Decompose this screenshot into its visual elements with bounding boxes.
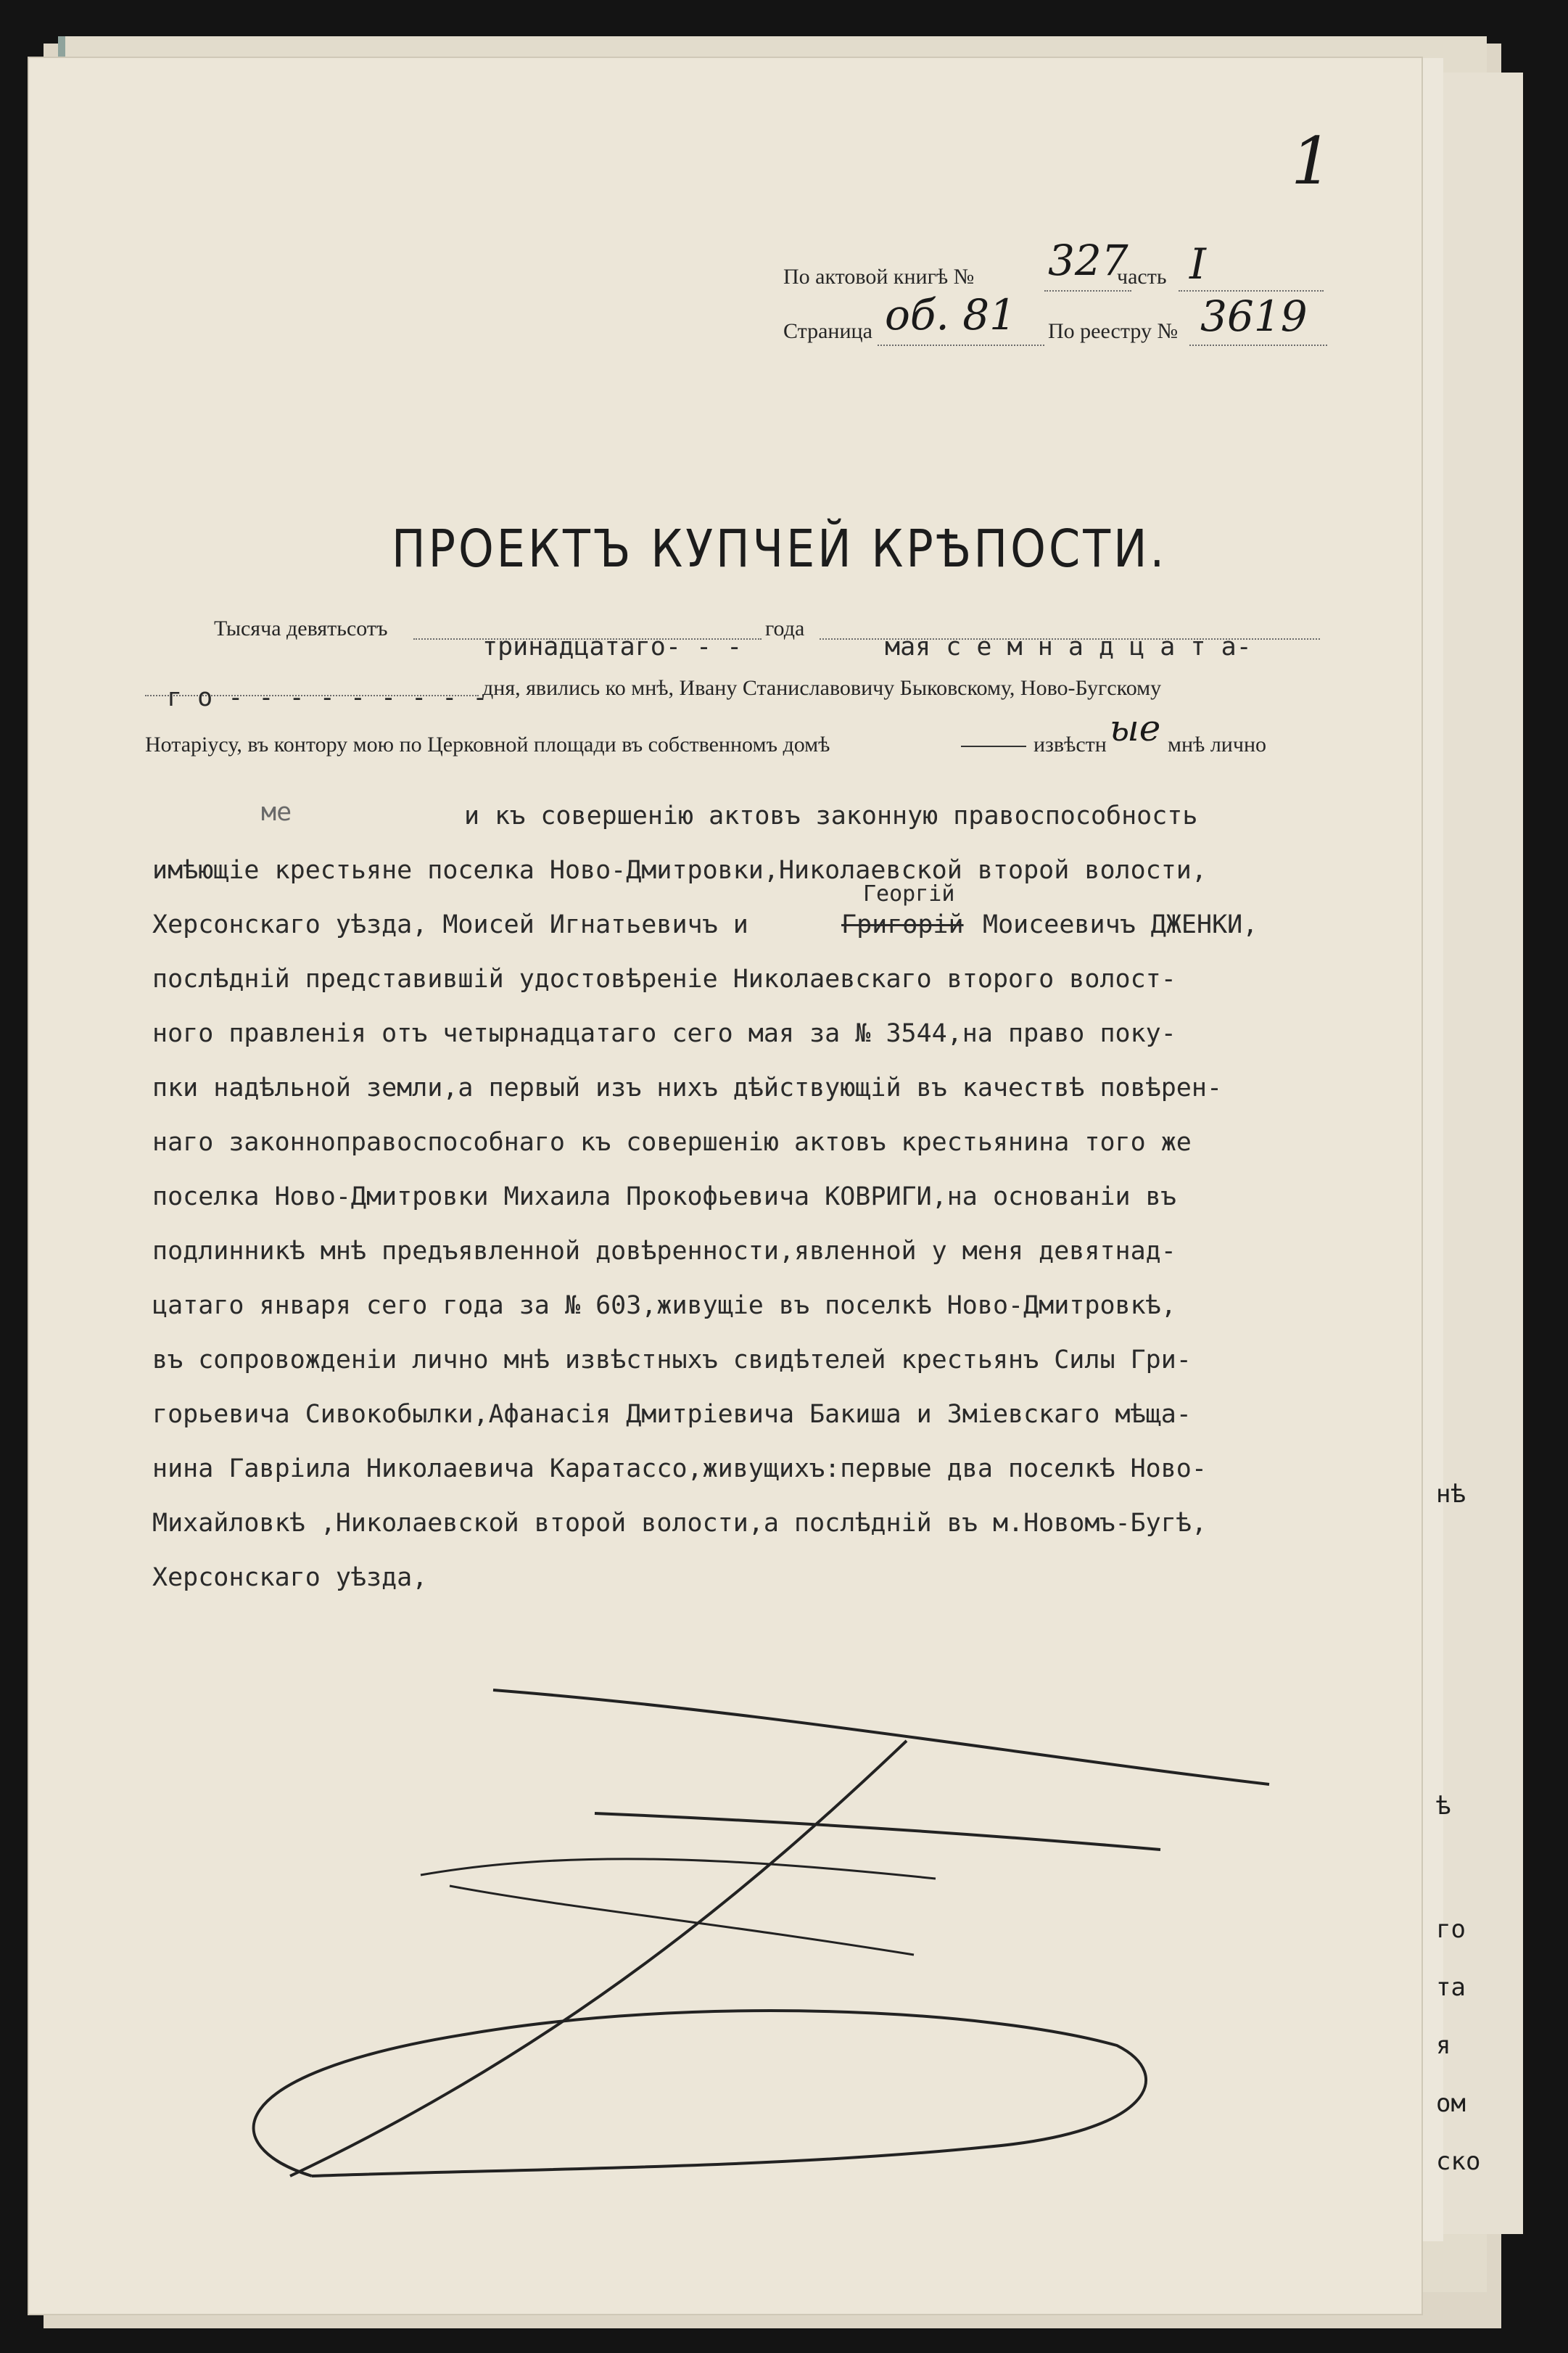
typed-line: Херсонскаго уѣзда, Моисей Игнатьевичъ и xyxy=(152,910,748,939)
act-book-label: По актовой книгѣ № xyxy=(783,265,975,289)
side-sheet-text: го xyxy=(1436,1915,1466,1944)
typed-line: и къ совершенію актовъ законную правоспособность xyxy=(464,801,1198,831)
known-insert-handwritten: ые xyxy=(1110,707,1161,749)
side-sheet-text: та xyxy=(1436,1973,1466,2002)
side-sheet-text: я xyxy=(1436,2031,1451,2060)
part-label: часть xyxy=(1117,265,1167,289)
typed-line: въ сопровожденіи лично мнѣ извѣстныхъ свидѣтелей крестьянъ Силы Гри- xyxy=(152,1346,1192,1375)
thousand-label: Тысяча девятьсотъ xyxy=(214,617,388,640)
registry-line xyxy=(1189,345,1327,346)
page-label: Страница xyxy=(783,319,872,343)
act-book-line xyxy=(1044,290,1131,292)
part-value: I xyxy=(1189,239,1206,289)
side-sheet-text: ом xyxy=(1436,2089,1466,2118)
typed-line: Херсонскаго уѣзда, xyxy=(152,1563,428,1592)
document-page xyxy=(29,58,1421,2314)
known-label-post: мнѣ лично xyxy=(1168,733,1266,757)
year-word-label: года xyxy=(765,617,805,640)
act-book-number: 327 xyxy=(1048,236,1128,285)
page-number-handwritten: 1 xyxy=(1291,123,1333,199)
typed-line: имѣющіе крестьяне поселка Ново-Дмитровки,Николаевской второй волости, xyxy=(152,856,1207,885)
typed-line: пки надѣльной земли,а первый изъ нихъ дѣйствующій въ качествѣ повѣрен- xyxy=(152,1074,1223,1103)
typed-day: г о - - - - - - - - - xyxy=(167,683,488,712)
signature-handwritten xyxy=(189,1668,1349,2205)
typed-line: цатаго января сего года за № 603,живущіе въ поселкѣ Ново-Дмитровкѣ, xyxy=(152,1291,1176,1320)
typed-line: поселка Ново-Дмитровки Михаила Прокофьевича КОВРИГИ,на основаніи въ xyxy=(152,1182,1176,1211)
typed-month: мая с е м н а д ц а т а- xyxy=(885,632,1252,662)
document-title: ПРОЕКТЪ КУПЧЕЙ КРѢПОСТИ. xyxy=(392,518,1168,580)
typed-line: подлинникѣ мнѣ предъявленной довѣренности,явленной у меня девятнад- xyxy=(152,1237,1176,1266)
side-sheet-text: нѣ xyxy=(1436,1480,1466,1509)
dash-line xyxy=(961,746,1026,747)
typed-line: наго законноправоспособнаго къ совершенію актовъ крестьянина того же xyxy=(152,1128,1192,1157)
typed-insert-georgiy: Георгій xyxy=(863,881,955,907)
typed-struck-name: Григорій xyxy=(841,910,964,939)
typed-line: нина Гавріила Николаевича Каратассо,живущихъ:первые два поселкѣ Ново- xyxy=(152,1454,1207,1483)
side-sheet-text: ско xyxy=(1436,2147,1481,2176)
typed-line: послѣдній представившій удостовѣреніе Николаевскаго второго волост- xyxy=(152,965,1176,994)
page-line xyxy=(878,345,1044,346)
day-label: дня, явились ко мнѣ, Ивану Станиславовичу Быковскому, Ново-Бугскому xyxy=(482,676,1162,700)
typed-line: ного правленія отъ четырнадцатаго сего мая за № 3544,на право поку- xyxy=(152,1019,1176,1048)
notary-label: Нотаріусу, въ контору мою по Церковной площади въ собственномъ домѣ xyxy=(145,733,830,757)
typed-year: тринадцатаго- - - xyxy=(482,632,743,662)
typed-me: ме xyxy=(261,798,292,827)
typed-line: Михайловкѣ ,Николаевской второй волости,а послѣдній въ м.Новомъ-Бугѣ, xyxy=(152,1509,1207,1538)
registry-label: По реестру № xyxy=(1048,319,1179,343)
typed-line: Моисеевичъ ДЖЕНКИ, xyxy=(983,910,1258,939)
known-label-pre: извѣстн xyxy=(1033,733,1107,757)
side-sheet-text: ѣ xyxy=(1436,1792,1451,1821)
typed-line: горьевича Сивокобылки,Афанасія Дмитріевича Бакиша и Зміевскаго мѣща- xyxy=(152,1400,1192,1429)
registry-number: 3619 xyxy=(1200,292,1308,341)
page-value: об. 81 xyxy=(885,290,1016,339)
